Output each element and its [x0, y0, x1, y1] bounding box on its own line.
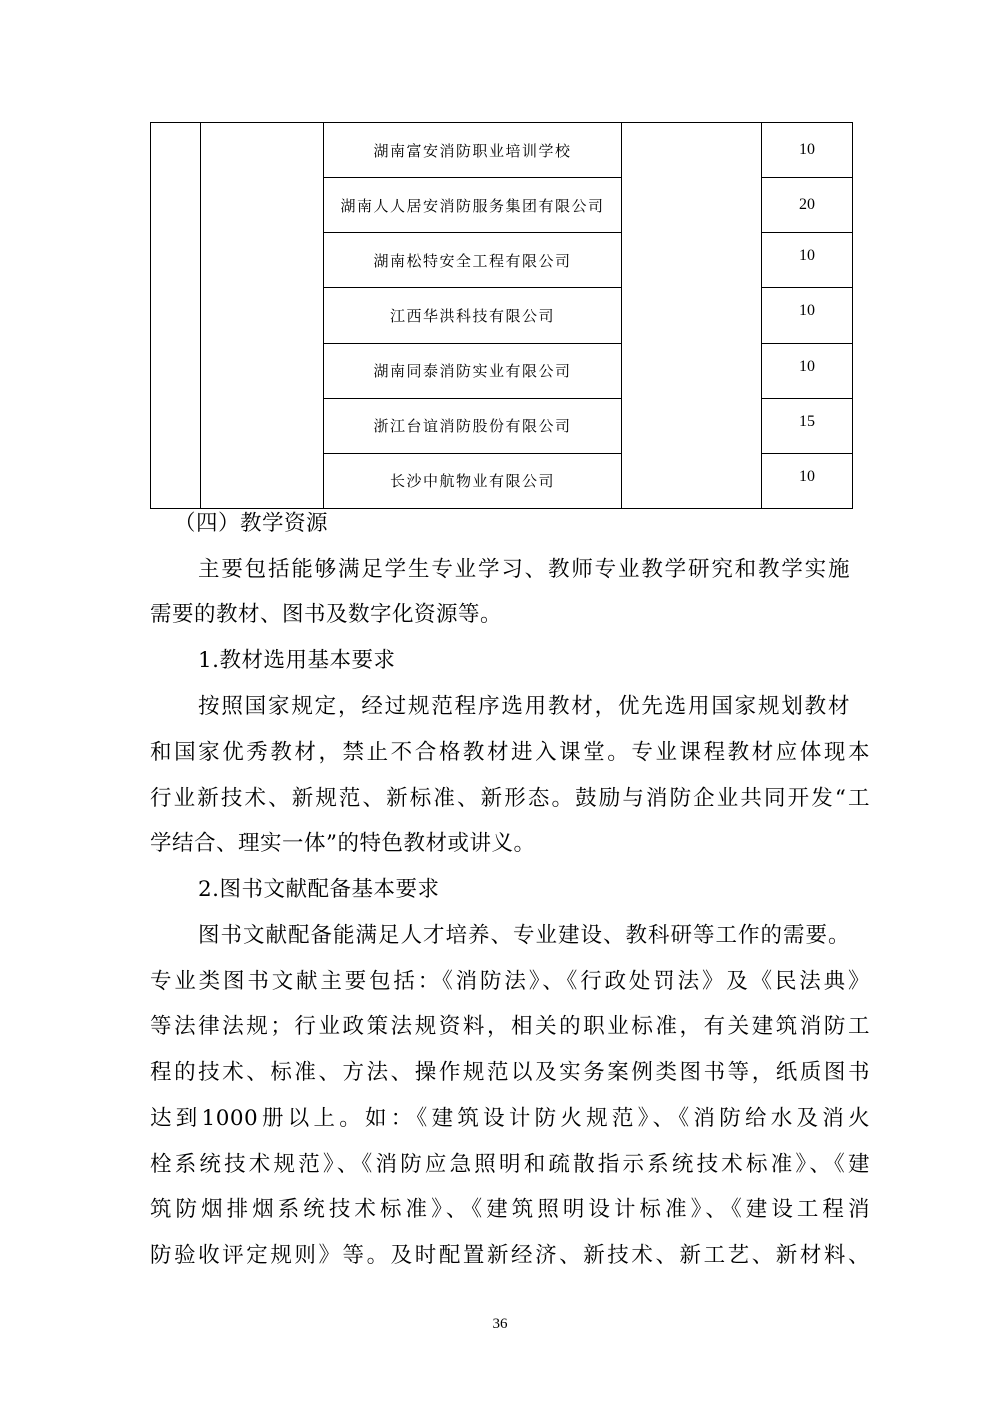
blank-cell-1 [151, 123, 201, 509]
sub1-line-1: 按照国家规定，经过规范程序选用教材，优先选用国家规划教材 [198, 694, 850, 719]
sub2-line-7: 筑防烟排烟系统技术标准》、《建筑照明设计标准》、《建设工程消 [150, 1197, 870, 1222]
company-name-cell: 湖南同泰消防实业有限公司 [324, 343, 622, 398]
sub1-line-4: 学结合、理实一体”的特色教材或讲义。 [150, 831, 536, 856]
sub1-line-3: 行业新技术、新规范、新标准、新形态。鼓励与消防企业共同开发“工 [150, 786, 870, 811]
enterprise-table [150, 122, 853, 509]
count-cell: 10 [762, 453, 853, 508]
intro-line-2: 需要的教材、图书及数字化资源等。 [150, 602, 503, 627]
sub2-line-4: 程的技术、标准、方法、操作规范以及实务案例类图书等，纸质图书 [150, 1060, 870, 1085]
table-row [151, 123, 853, 178]
count-cell: 20 [762, 178, 853, 233]
sub1-line-2: 和国家优秀教材，禁止不合格教材进入课堂。专业课程教材应体现本 [150, 740, 870, 765]
sub2-line-8: 防验收评定规则》等。及时配置新经济、新技术、新工艺、新材料、 [150, 1243, 870, 1268]
company-name-cell: 长沙中航物业有限公司 [324, 453, 622, 508]
company-name-cell: 湖南富安消防职业培训学校 [324, 123, 622, 178]
sub2-line-6: 栓系统技术规范》、《消防应急照明和疏散指示系统技术标准》、《建 [150, 1152, 870, 1177]
count-cell: 10 [762, 343, 853, 398]
page-number: 36 [492, 1316, 508, 1332]
sub1-title: 1.教材选用基本要求 [198, 648, 396, 673]
intro-line-1: 主要包括能够满足学生专业学习、教师专业教学研究和教学实施 [198, 557, 850, 582]
sub2-line-5: 达到1000册以上。如：《建筑设计防火规范》、《消防给水及消火 [150, 1106, 870, 1131]
company-name-cell: 江西华洪科技有限公司 [324, 288, 622, 343]
company-name-cell: 湖南松特安全工程有限公司 [324, 233, 622, 288]
section-heading: （四）教学资源 [174, 511, 329, 536]
sub2-line-3: 等法律法规；行业政策法规资料，相关的职业标准，有关建筑消防工 [150, 1014, 870, 1039]
blank-cell-2 [201, 123, 324, 509]
company-name-cell: 湖南人人居安消防服务集团有限公司 [324, 178, 622, 233]
count-cell: 10 [762, 288, 853, 343]
blank-cell-4 [622, 123, 762, 509]
sub2-title: 2.图书文献配备基本要求 [198, 877, 440, 902]
count-cell: 15 [762, 398, 853, 453]
company-name-cell: 浙江台谊消防股份有限公司 [324, 398, 622, 453]
sub2-line-2: 专业类图书文献主要包括：《消防法》、《行政处罚法》及《民法典》 [150, 969, 870, 994]
sub2-line-1: 图书文献配备能满足人才培养、专业建设、教科研等工作的需要。 [198, 923, 850, 948]
count-cell: 10 [762, 233, 853, 288]
count-cell: 10 [762, 123, 853, 178]
